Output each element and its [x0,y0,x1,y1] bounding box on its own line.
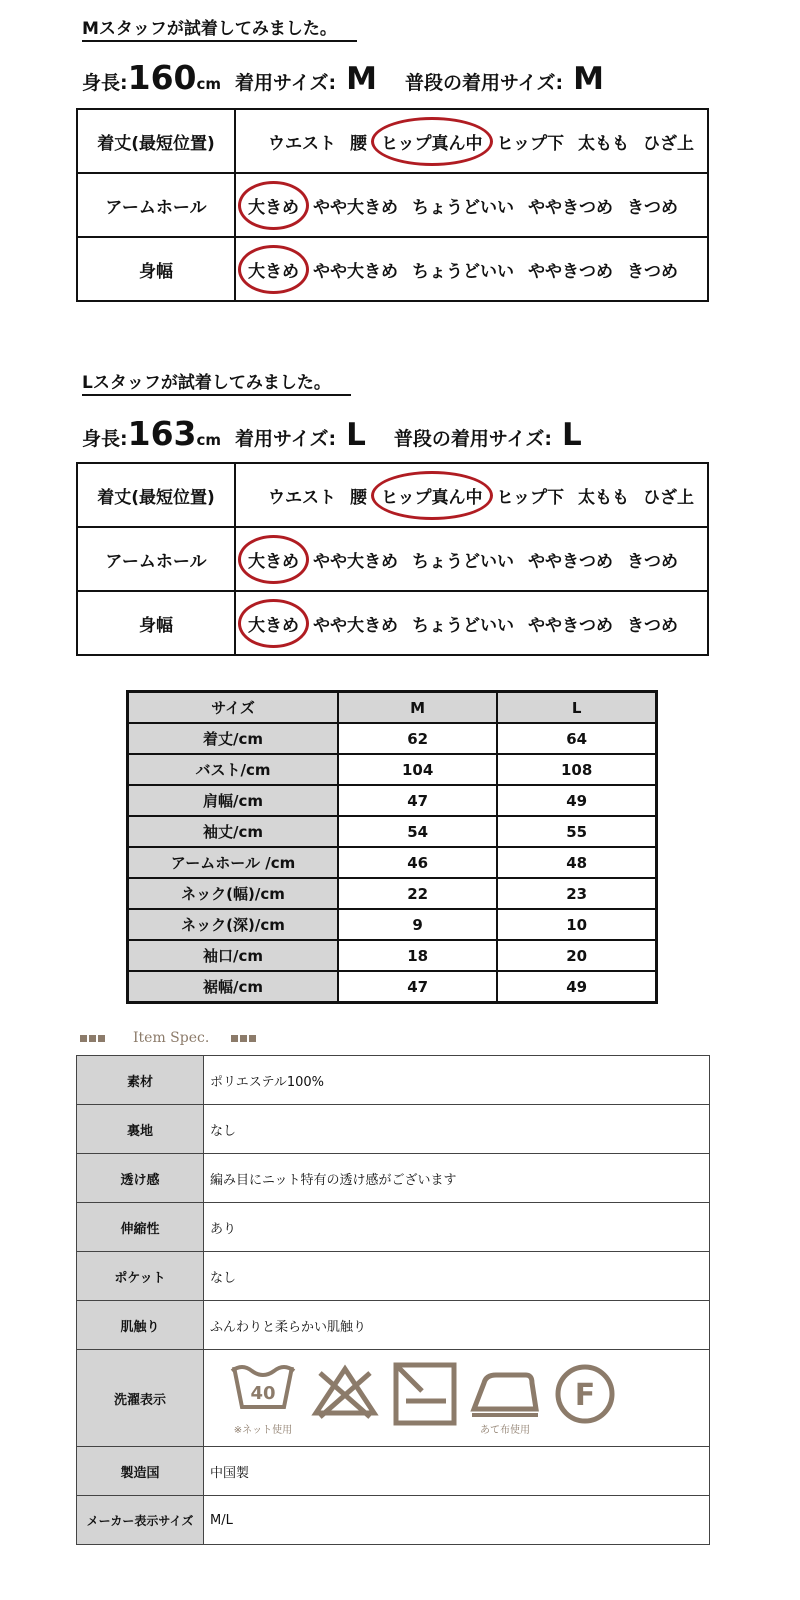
size-row [128,723,657,754]
item-spec-title: Item Spec. [133,1030,210,1046]
spec-value: なし [204,1105,710,1154]
wear-size: M [346,61,377,97]
fit-option-selected: 大きめ [248,257,299,282]
spec-row [77,1252,710,1301]
spec-value: 中国製 [204,1447,710,1496]
size-header-cell: サイズ [128,692,339,724]
fit-option: ややきつめ [528,551,613,572]
wash-40-net-icon [228,1361,298,1419]
size-cell: 47 [338,971,497,1003]
fit-option: ヒップ下 [496,487,564,508]
size-cell: 104 [338,754,497,785]
size-row [128,940,657,971]
spec-key: 透け感 [77,1154,204,1203]
fit-option: ちょうどいい [412,197,514,218]
spec-value: なし [204,1252,710,1301]
fit-row [77,173,708,237]
fit-option: きつめ [627,615,678,636]
spec-row [77,1056,710,1105]
wear-size: L [346,417,366,453]
size-cell: 49 [497,971,656,1003]
usual-size: L [561,417,582,453]
fit-options [236,483,707,508]
usual-size: M [573,61,604,97]
fit-row [77,463,708,527]
fit-option: ややきつめ [528,615,613,636]
size-cell: 10 [497,909,656,940]
svg-text:40: 40 [250,1382,276,1404]
fit-table-l [76,462,709,656]
size-row [128,878,657,909]
fit-option-selected: ヒップ真ん中 [381,483,483,508]
size-row-label: 袖口/cm [128,940,339,971]
fit-row-label: 身幅 [77,591,235,655]
height-unit: cm [196,431,222,449]
fit-row-label: アームホール [77,527,235,591]
square-bullets-icon [80,1035,107,1042]
size-row [128,847,657,878]
size-cell: 22 [338,878,497,909]
fit-option: ヒップ下 [496,133,564,154]
spec-row [77,1301,710,1350]
wash-caption: あて布使用 [480,1424,530,1436]
fit-row [77,109,708,173]
fit-option-selected: 大きめ [248,193,299,218]
fit-option: ちょうどいい [412,551,514,572]
size-row-label: アームホール /cm [128,847,339,878]
spec-value: ふんわりと柔らかい肌触り [204,1301,710,1350]
size-row-label: バスト/cm [128,754,339,785]
svg-text:F: F [574,1377,596,1413]
size-cell: 49 [497,785,656,816]
fit-option: やや大きめ [313,261,398,282]
size-row [128,971,657,1003]
fit-option: ひざ上 [643,487,694,508]
fit-options [236,193,707,218]
size-header-cell: M [338,692,497,724]
spec-row [77,1203,710,1252]
size-cell: 54 [338,816,497,847]
size-cell: 46 [338,847,497,878]
wash-icons [210,1361,709,1436]
spec-value: 編み目にニット特有の透け感がございます [204,1154,710,1203]
fit-row [77,237,708,301]
size-row [128,909,657,940]
size-header-row [128,692,657,724]
fit-options [236,129,707,154]
height-label: 身長: [82,72,128,94]
spec-value: ポリエステル100% [204,1056,710,1105]
staff-m-measure [82,58,632,97]
wear-size-label: 着用サイズ: [235,428,337,450]
spec-row [77,1496,710,1545]
size-row-label: ネック(深)/cm [128,909,339,940]
usual-size-label: 普段の着用サイズ: [393,428,552,450]
wash-caption: ※ネット使用 [233,1424,293,1436]
spec-row [77,1105,710,1154]
spec-row-wash [77,1350,710,1447]
fit-table-m [76,108,709,302]
fit-row-label: 着丈(最短位置) [77,463,235,527]
size-cell: 18 [338,940,497,971]
size-cell: 64 [497,723,656,754]
size-row [128,816,657,847]
fit-option: やや大きめ [313,197,398,218]
fit-option: ややきつめ [528,261,613,282]
spec-key: メーカー表示サイズ [77,1496,204,1545]
fit-option: きつめ [627,261,678,282]
height-unit: cm [196,75,222,93]
spec-key: 肌触り [77,1301,204,1350]
spec-row [77,1154,710,1203]
staff-l-title: Lスタッフが試着してみました。 [82,372,351,396]
fit-row-label: 着丈(最短位置) [77,109,235,173]
fit-option-selected: 大きめ [248,547,299,572]
spec-table [76,1055,710,1545]
size-cell: 9 [338,909,497,940]
size-cell: 55 [497,816,656,847]
spec-key: ポケット [77,1252,204,1301]
fit-option-selected: 大きめ [248,611,299,636]
fit-options [236,547,707,572]
spec-row [77,1447,710,1496]
fit-options [236,611,707,636]
size-row-label: 袖丈/cm [128,816,339,847]
size-table [126,690,658,1004]
spec-key: 製造国 [77,1447,204,1496]
fit-row [77,527,708,591]
fit-option: 腰 [350,133,367,154]
size-cell: 108 [497,754,656,785]
square-bullets-icon [231,1035,258,1042]
spec-key: 裏地 [77,1105,204,1154]
fit-row-label: アームホール [77,173,235,237]
spec-value: あり [204,1203,710,1252]
fit-option-selected: ヒップ真ん中 [381,129,483,154]
spec-key: 伸縮性 [77,1203,204,1252]
iron-cloth-icon [470,1361,540,1419]
size-cell: 47 [338,785,497,816]
size-row [128,754,657,785]
spec-value: M/L [204,1496,710,1545]
usual-size-label: 普段の着用サイズ: [404,72,564,94]
fit-option: ひざ上 [643,133,694,154]
size-row-label: 裾幅/cm [128,971,339,1003]
size-cell: 62 [338,723,497,754]
fit-option: ちょうどいい [412,615,514,636]
fit-row-label: 身幅 [77,237,235,301]
height-value: 160 [127,58,197,97]
spec-key: 洗濯表示 [77,1350,204,1447]
fit-option: 腰 [350,487,367,508]
size-row-label: ネック(幅)/cm [128,878,339,909]
item-spec-heading [80,1030,258,1046]
fit-option: ウエスト [268,133,336,154]
size-header-cell: L [497,692,656,724]
fit-options [236,257,707,282]
fit-option: ややきつめ [528,197,613,218]
staff-m-title: Mスタッフが試着してみました。 [82,18,357,42]
flat-dry-shade-icon [392,1361,458,1427]
no-bleach-icon [310,1361,380,1419]
fit-option: きつめ [627,551,678,572]
fit-option: やや大きめ [313,615,398,636]
size-row [128,785,657,816]
height-label: 身長: [82,428,128,450]
fit-option: ちょうどいい [412,261,514,282]
fit-option: 太もも [578,133,629,154]
fit-option: 太もも [578,487,629,508]
fit-option: きつめ [627,197,678,218]
wear-size-label: 着用サイズ: [235,72,337,94]
fit-option: ウエスト [268,487,336,508]
size-row-label: 着丈/cm [128,723,339,754]
staff-l-measure [82,414,610,453]
fit-row [77,591,708,655]
fit-option: やや大きめ [313,551,398,572]
height-value: 163 [127,414,197,453]
dry-clean-f-icon [552,1361,618,1427]
size-cell: 48 [497,847,656,878]
size-cell: 20 [497,940,656,971]
spec-key: 素材 [77,1056,204,1105]
size-row-label: 肩幅/cm [128,785,339,816]
size-cell: 23 [497,878,656,909]
